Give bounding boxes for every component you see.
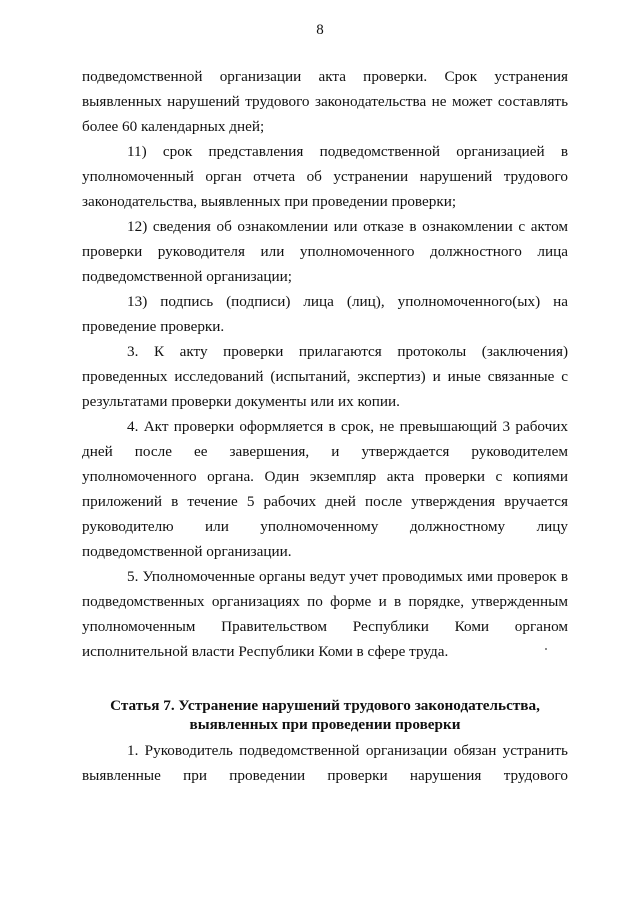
page-number: 8 — [316, 22, 324, 38]
paragraph-continuation: подведомственной организации акта проверки. Срок устранения выявленных нарушений трудового законодательства не может составлять более 60 календарных дней; — [82, 68, 568, 135]
article-7-paragraph-1: 1. Руководитель подведомственной организации обязан устранить выявленные при проведении проверки нарушения трудового — [82, 742, 568, 784]
paragraph-3: 3. К акту проверки прилагаются протоколы (заключения) проведенных исследований (испытаний, экспертиз) и иные связанные с результатами проверки документы или их копии. — [82, 343, 568, 410]
article-heading — [82, 696, 568, 734]
scan-dot-mark — [545, 648, 547, 650]
paragraph-4: 4. Акт проверки оформляется в срок, не превышающий 3 рабочих дней после ее завершения, и утверждается руководителем уполномоченного органа. Один экземпляр акта проверки с копиями приложений в течение 5 рабочих дней после утверждения вручается руководителю или уполномоченному должностному лицу подведомственной организации. — [82, 418, 568, 560]
document-body — [82, 64, 568, 788]
article-heading-line-2: выявленных при проведении проверки — [189, 716, 461, 733]
article-heading-line-1: Статья 7. Устранение нарушений трудового законодательства, — [110, 697, 540, 714]
paragraph-item-13: 13) подпись (подписи) лица (лиц), уполномоченного(ых) на проведение проверки. — [82, 293, 568, 335]
paragraph-item-12: 12) сведения об ознакомлении или отказе в ознакомлении с актом проверки руководителя или уполномоченного должностного лица подведомственной организации; — [82, 218, 568, 285]
paragraph-5: 5. Уполномоченные органы ведут учет проводимых ими проверок в подведомственных организациях по форме и в порядке, утвержденным уполномоченным Правительством Республики Коми органом исполнительной власти Республики Коми в сфере труда. — [82, 568, 568, 660]
paragraph-item-11: 11) срок представления подведомственной организацией в уполномоченный орган отчета об устранении нарушений трудового законодательства, выявленных при проведении проверки; — [82, 143, 568, 210]
